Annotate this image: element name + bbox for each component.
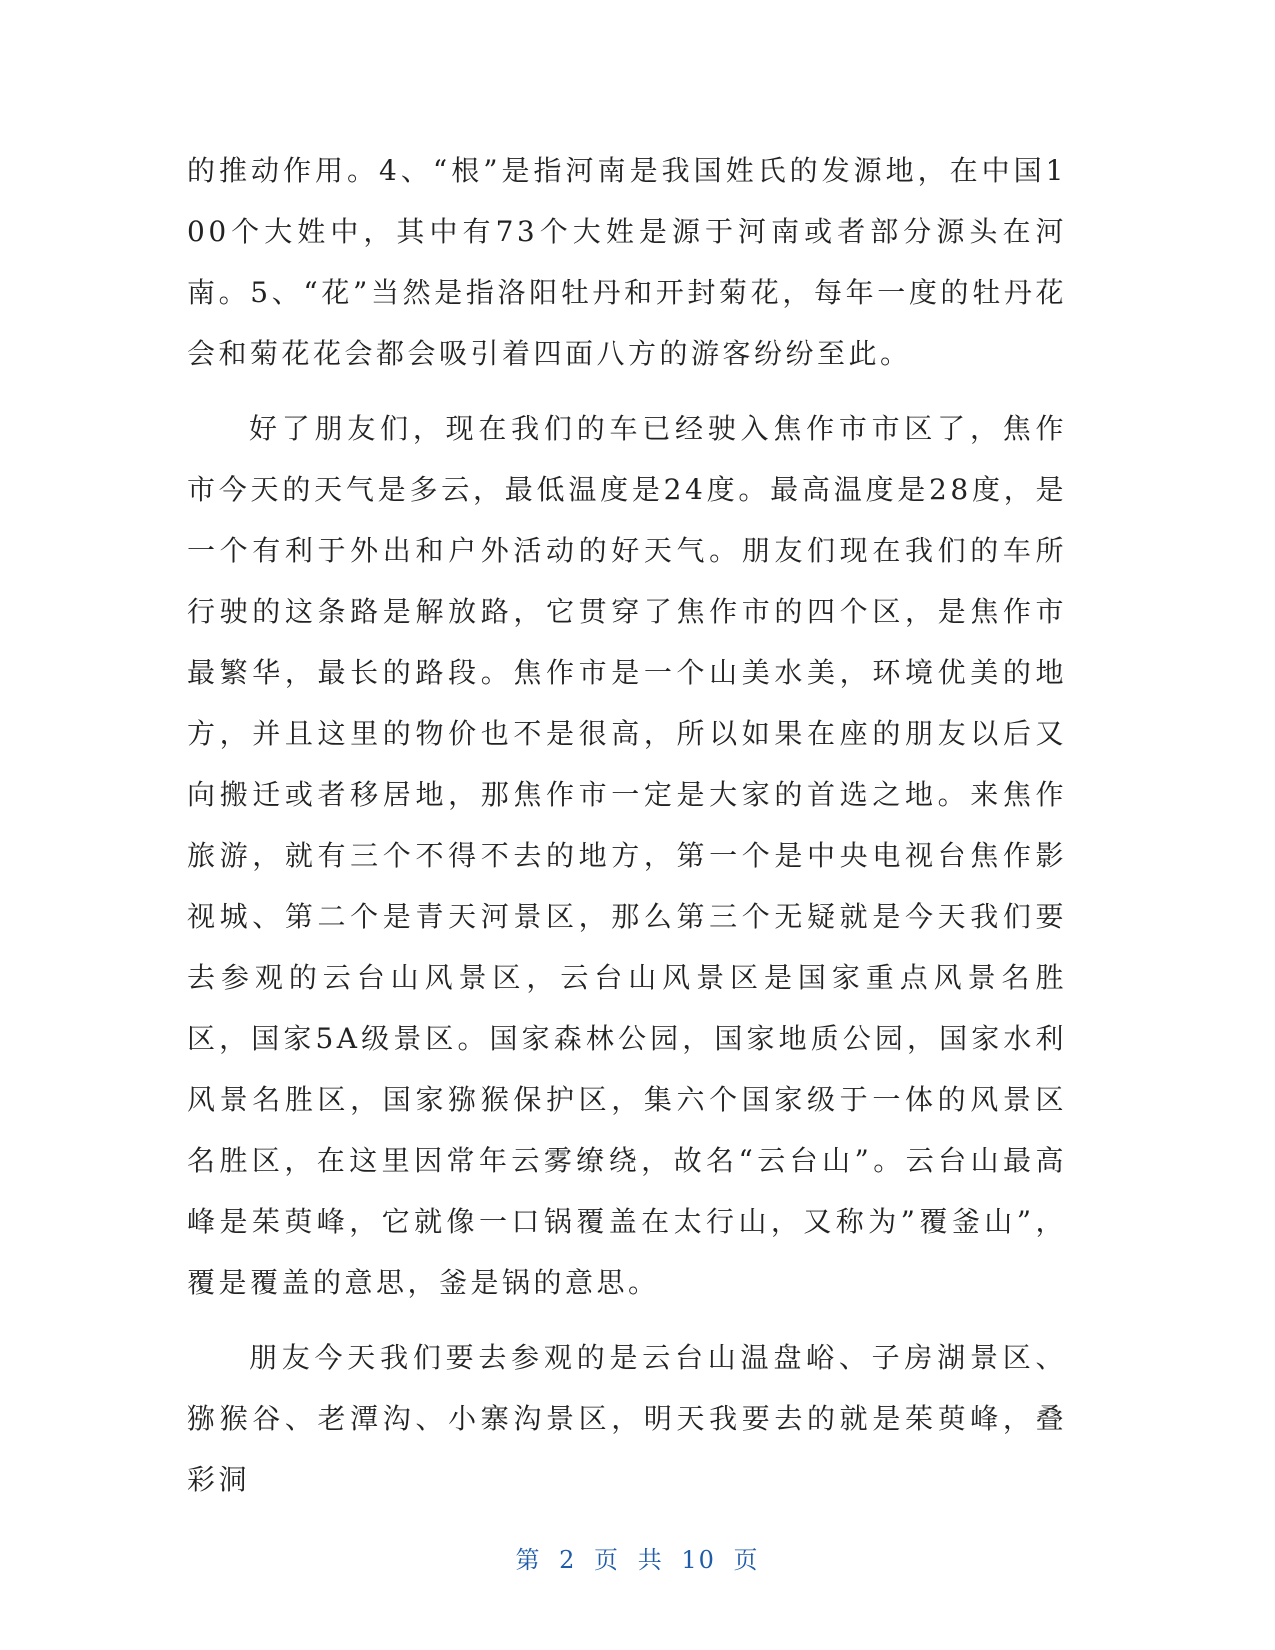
total-label: 共 [637, 1546, 664, 1574]
paragraph-3: 朋友今天我们要去参观的是云台山温盘峪、子房湖景区、猕猴谷、老潭沟、小寨沟景区，明天我要去的就是茱萸峰，叠彩洞 [187, 1341, 1067, 1496]
total-pages-number: 10 [681, 1546, 716, 1574]
page-label-mid: 页 [594, 1546, 621, 1574]
current-page-number: 2 [559, 1546, 577, 1574]
paragraph-1: 的推动作用。4、“根”是指河南是我国姓氏的发源地，在中国100个大姓中，其中有73个大姓是源于河南或者部分源头在河南。5、“花”当然是指洛阳牡丹和开封菊花，每年一度的牡丹花会和菊花花会都会吸引着四面八方的游客纷纷至此。 [187, 154, 1067, 370]
document-body [187, 140, 1067, 1524]
page-number-footer [0, 1540, 1275, 1575]
paragraph-2: 好了朋友们，现在我们的车已经驶入焦作市市区了，焦作市今天的天气是多云，最低温度是24度。最高温度是28度，是一个有利于外出和户外活动的好天气。朋友们现在我们的车所行驶的这条路是解放路，它贯穿了焦作市的四个区，是焦作市最繁华，最长的路段。焦作市是一个山美水美，环境优美的地方，并且这里的物价也不是很高，所以如果在座的朋友以后又向搬迁或者移居地，那焦作市一定是大家的首选之地。来焦作旅游，就有三个不得不去的地方，第一个是中央电视台焦作影视城、第二个是青天河景区，那么第三个无疑就是今天我们要去参观的云台山风景区，云台山风景区是国家重点风景名胜区，国家5A级景区。国家森林公园，国家地质公园，国家水利风景名胜区，国家猕猴保护区，集六个国家级于一体的风景区名胜区，在这里因常年云雾缭绕，故名“云台山”。云台山最高峰是茱萸峰，它就像一口锅覆盖在太行山，又称为”覆釜山”，覆是覆盖的意思，釜是锅的意思。 [187, 412, 1067, 1299]
page-label-prefix: 第 [515, 1546, 542, 1574]
page-label-suffix: 页 [733, 1546, 760, 1574]
